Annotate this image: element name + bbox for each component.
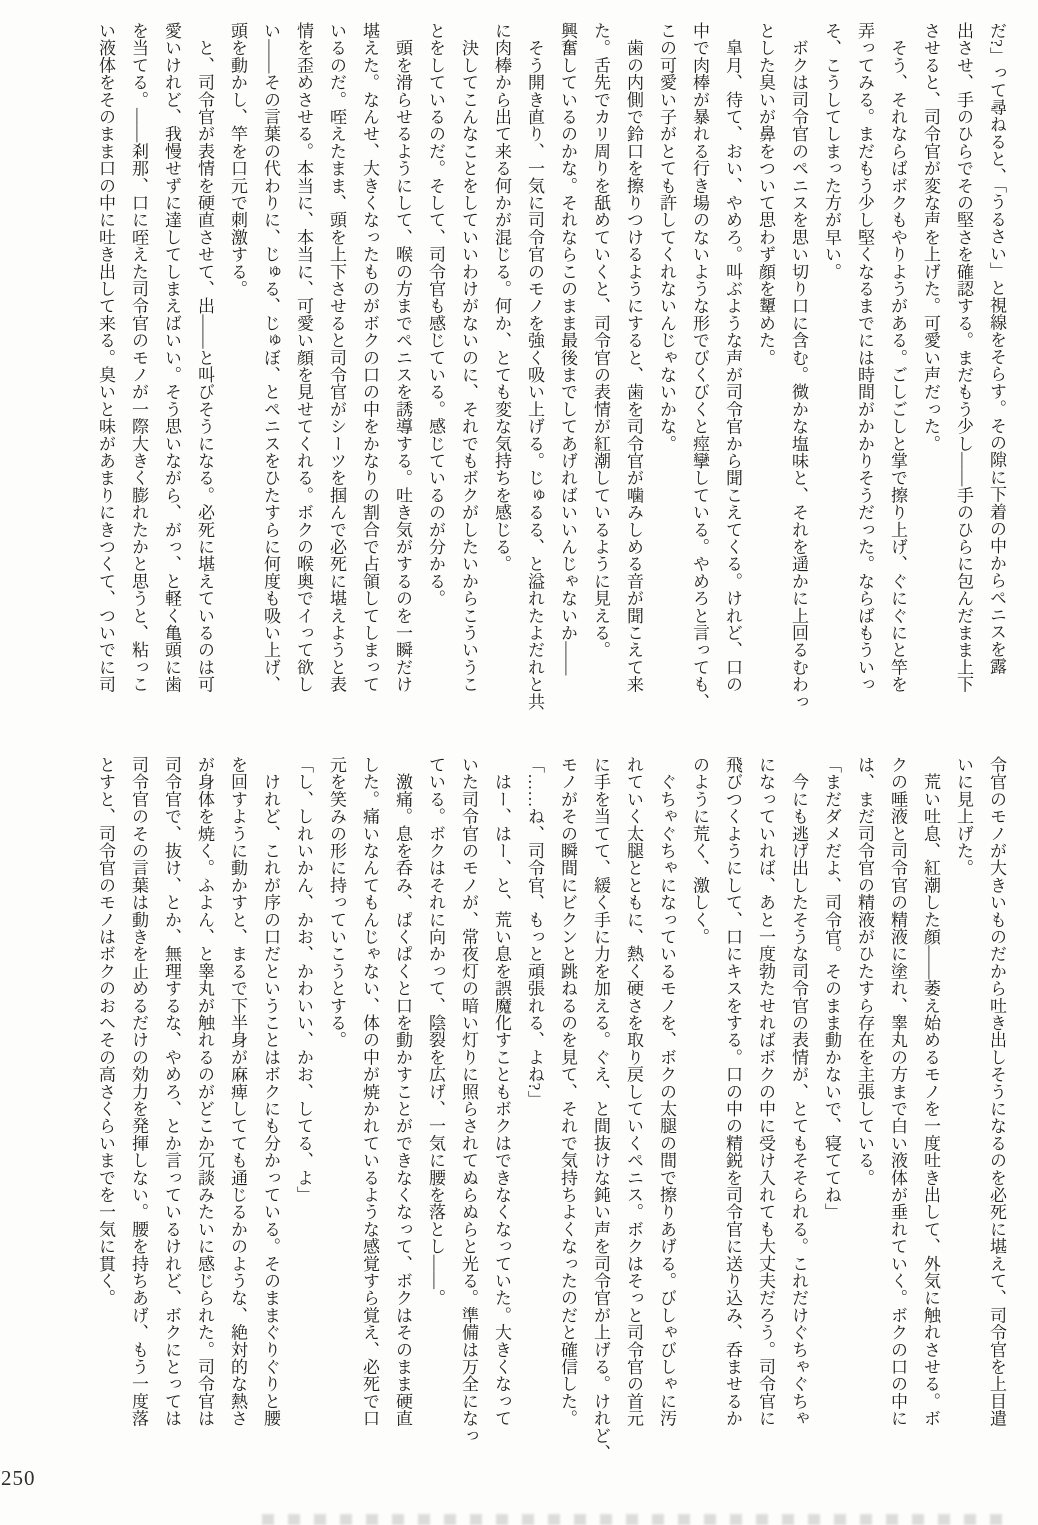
text-column: 飛びつくようにして、口にキスをする。口の中の精鋭を司令官に送り込み、呑ませるか <box>723 756 742 1427</box>
text-column: れていく太腿とともに、熱く硬さを取り戻していくペニス。ボクはそっと司令官の首元 <box>624 756 643 1427</box>
text-column: 「まだダメだよ、司令官。そのまま動かないで、寝ててね」 <box>822 756 841 1221</box>
text-column: 今にも逃げ出したそうな司令官の表情が、とてもそそられる。これだけぐちゃぐちゃ <box>789 756 808 1427</box>
text-column: が身体を焼く。ふよん、と睾丸が触れるのがどこか冗談みたいに感じられた。司令官は <box>195 756 214 1427</box>
text-column: に手を当てて、緩く手に力を加える。ぐえ、と間抜けな鈍い声を司令官が上げる。けれど、 <box>591 756 610 1462</box>
text-column: モノがその瞬間にビクンと跳ねるのを見て、それで気持ちよくなったのだと確信した。 <box>558 756 577 1427</box>
text-column: 出させ、手のひらでその堅さを確認する。まだもう少し――手のひらに包んだまま上下 <box>954 22 973 693</box>
text-column: に肉棒から出て来る何かが混じる。何か、とても変な気持ちを感じる。 <box>492 22 511 573</box>
text-column: ぐちゃぐちゃになっているモノを、ボクの太腿の間で擦りあげる。びしゃびしゃに汚 <box>657 756 676 1427</box>
text-column: そう開き直り、一気に司令官のモノを強く吸い上げる。じゅるる、と溢れたよだれと共 <box>525 22 544 710</box>
text-column: とした臭いが鼻をついて思わず顔を顰めた。 <box>756 22 775 366</box>
text-column: いに見上げた。 <box>954 756 973 877</box>
text-block-bottom <box>89 756 1013 1476</box>
text-column: この可愛い子がとても許してくれないんじゃないかな。 <box>657 22 676 452</box>
text-column: 元を笑みの形に持っていこうとする。 <box>327 756 346 1049</box>
text-column: は、まだ司令官の精液がひたすら存在を主張している。 <box>855 756 874 1186</box>
text-column: 「……ね、司令官、もっと頑張れる、よね?」 <box>525 756 544 1108</box>
text-column: 司令官のその言葉は動きを止めるだけの効力を発揮しない。腰を持ちあげ、もう一度落 <box>129 756 148 1427</box>
text-column: いた司令官のモノが、常夜灯の暗い灯りに照らされてぬらぬらと光る。準備は万全になっ <box>459 756 478 1444</box>
text-column: と、司令官が表情を硬直させて、出――と叫びそうになる。必死に堪えているのは可 <box>195 22 214 693</box>
text-column: 歯の内側で鈴口を擦りつけるようにすると、歯を司令官が噛みしめる音が聞こえて来 <box>624 22 643 693</box>
text-column: い――その言葉の代わりに、じゅる、じゅぼ、とペニスをひたすらに何度も吸い上げ、 <box>261 22 280 693</box>
text-column: 頭を動かし、竿を口元で刺激する。 <box>228 22 247 298</box>
text-column: を回すように動かすと、まるで下半身が麻痺してても通じるかのような、絶対的な熱さ <box>228 756 247 1427</box>
text-column: 中で肉棒が暴れる行き場のないような形でびくびくと痙攣している。やめろと言っても、 <box>690 22 709 710</box>
scan-bleedthrough-artifact <box>255 1514 1015 1525</box>
text-column: ボクは司令官のペニスを思い切り口に含む。微かな塩味と、それを遥かに上回るむわっ <box>789 22 808 710</box>
text-column: はー、はー、と、荒い息を誤魔化すこともボクはできなくなっていた。大きくなって <box>492 756 511 1427</box>
text-column: 決してこんなことをしていいわけがないのに、それでもボクがしたいからこういうこ <box>459 22 478 693</box>
text-column: とをしているのだ。そして、司令官も感じている。感じているのが分かる。 <box>426 22 445 607</box>
text-column: 令官のモノが大きいものだから吐き出しそうになるのを必死に堪えて、司令官を上目遣 <box>987 756 1006 1427</box>
text-column: 情を歪めさせる。本当に、本当に、可愛い顔を見せてくれる。ボクの喉奥でイって欲し <box>294 22 313 693</box>
text-column: ている。ボクはそれに向かって、陰裂を広げ、一気に腰を落とし――。 <box>426 756 445 1307</box>
text-column: そう、それならばボクもやりようがある。ごしごしと掌で擦り上げ、ぐにぐにと竿を <box>888 22 907 693</box>
text-column: いるのだ。咥えたまま、頭を上下させると司令官がシーツを掴んで必死に堪えようと表 <box>327 22 346 693</box>
text-column: 弄ってみる。まだもう少し堅くなるまでには時間がかかりそうだった。ならばもういっ <box>855 22 874 693</box>
text-column: た。舌先でカリ周りを舐めていくと、司令官の表情が紅潮しているように見える。 <box>591 22 610 659</box>
text-column: させると、司令官が変な声を上げた。可愛い声だった。 <box>921 22 940 452</box>
text-column: 荒い吐息、紅潮した顔――萎え始めるモノを一度吐き出して、外気に触れさせる。ボ <box>921 756 940 1427</box>
text-column: 頭を滑らせるようにして、喉の方までペニスを誘導する。吐き気がするのを一瞬だけ <box>393 22 412 693</box>
text-column: 堪えた。なんせ、大きくなったものがボクの口の中をかなりの割合で占領してしまって <box>360 22 379 693</box>
text-column: だ?」って尋ねると、「うるさい」と視線をそらす。その隙に下着の中からペニスを露 <box>987 22 1006 675</box>
text-column: 愛いけれど、我慢せずに達してしまえばいい。そう思いながら、がっ、と軽く亀頭に歯 <box>162 22 181 693</box>
text-column: した。痛いなんてもんじゃない、体の中が焼かれているような感覚すら覚え、必死で口 <box>360 756 379 1427</box>
text-column: とすと、司令官のモノはボクのおへその高さくらいまでを一気に貫く。 <box>96 756 115 1307</box>
text-column: そ、こうしてしまった方が早い。 <box>822 22 841 280</box>
text-column: クの唾液と司令官の精液に塗れ、睾丸の方まで白い液体が垂れていく。ボクの口の中に <box>888 756 907 1427</box>
text-block-top <box>89 22 1013 742</box>
text-column: 興奮しているのかな。それならこのまま最後までしてあげればいいんじゃないか―― <box>558 22 577 676</box>
text-column: い液体をそのまま口の中に吐き出して来る。臭いと味があまりにきつくて、ついでに司 <box>96 22 115 693</box>
text-column: 「し、しれいかん、かお、かわいい、かお、してる、よ」 <box>294 756 313 1204</box>
text-column: になっていれば、あと一度勃たせればボクの中に受け入れても大丈夫だろう。司令官に <box>756 756 775 1427</box>
text-column: けれど、これが序の口だということはボクにも分かっている。そのままぐりぐりと腰 <box>261 756 280 1427</box>
text-column: 激痛。息を呑み、ぱくぱくと口を動かすことができなくなって、ボクはそのまま硬直 <box>393 756 412 1427</box>
text-column: を当てる。――刹那、口に咥えた司令官のモノが一際大きく膨れたかと思うと、粘っこ <box>129 22 148 693</box>
page-number: 250 <box>1 1466 36 1490</box>
text-column: のように荒く、激しく。 <box>690 756 709 946</box>
text-column: 司令官で、抜け、とか、無理するな、やめろ、とか言っているけれど、ボクにとっては <box>162 756 181 1427</box>
text-column: 皐月、待て、おい、やめろ。叫ぶような声が司令官から聞こえてくる。けれど、口の <box>723 22 742 693</box>
